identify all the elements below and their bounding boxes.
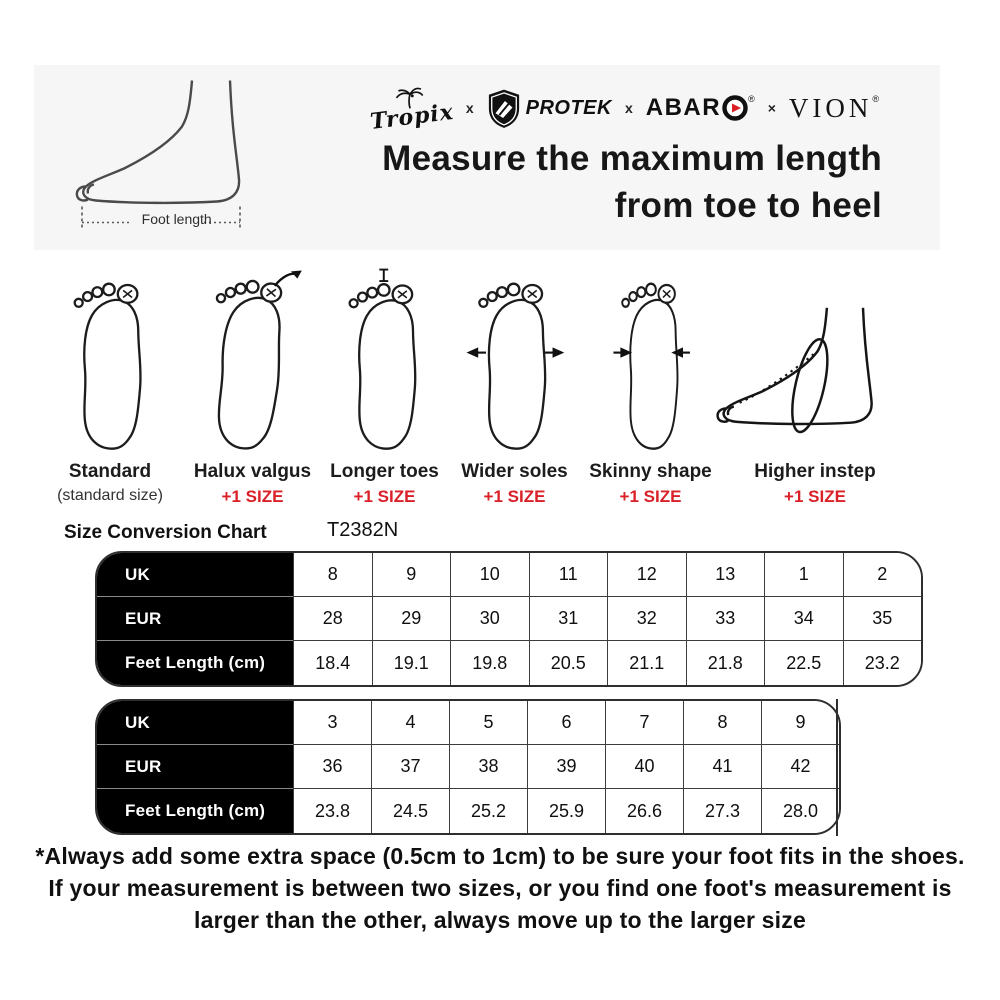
size-cell: 6 [527, 701, 605, 745]
size-cell: 4 [371, 701, 449, 745]
foot-length-label: Foot length [141, 211, 212, 227]
note-line-1: *Always add some extra space (0.5cm to 1cm) to be sure your foot fits in the shoes. [35, 843, 965, 869]
shield-icon [487, 88, 521, 129]
abaro-wordmark: ABAR [645, 94, 722, 121]
foot-type-sublabel: +1 SIZE [619, 487, 682, 506]
size-cell: 10 [450, 553, 529, 597]
size-cell: 19.1 [372, 641, 451, 685]
row-label: EUR [97, 745, 293, 789]
row-label: UK [97, 553, 293, 597]
row-label: Feet Length (cm) [97, 641, 293, 685]
foot-type-label: Longer toes [330, 461, 439, 482]
size-cell: 23.2 [843, 641, 922, 685]
size-cell: 23.8 [293, 789, 371, 833]
size-cell: 25.9 [527, 789, 605, 833]
foot-type-sublabel: (standard size) [57, 487, 163, 504]
table-row-eur [97, 597, 921, 641]
size-cell: 11 [529, 553, 608, 597]
foot-type-label: Skinny shape [589, 461, 712, 482]
vion-logo [789, 93, 879, 124]
row-label: Feet Length (cm) [97, 789, 293, 833]
foot-type-skinny-shape [578, 266, 723, 507]
table-2-right-border-line [836, 699, 838, 836]
size-cell: 21.1 [607, 641, 686, 685]
foot-type-label: Standard [68, 461, 152, 482]
registered-mark: ® [748, 94, 755, 104]
heading-line-2: from toe to heel [614, 186, 882, 225]
size-cell: 3 [293, 701, 371, 745]
sizing-advice-note [0, 840, 1000, 936]
size-cell: 42 [761, 745, 839, 789]
abaro-logo [646, 94, 755, 122]
size-cell: 31 [529, 597, 608, 641]
size-conversion-table-2 [95, 699, 841, 835]
size-cell: 24.5 [371, 789, 449, 833]
size-cell: 30 [450, 597, 529, 641]
size-cell: 2 [843, 553, 922, 597]
foot-type-label: Halux valgus [193, 461, 312, 482]
size-cell: 7 [605, 701, 683, 745]
protek-logo [487, 88, 612, 129]
measure-banner [34, 65, 940, 250]
foot-sole-wider-soles-illustration [454, 266, 575, 454]
foot-sole-skinny-shape-illustration [601, 266, 701, 454]
banner-heading [382, 135, 882, 229]
table-row-feet-length [97, 641, 921, 685]
table-row-uk [97, 701, 839, 745]
foot-type-sublabel: +1 SIZE [784, 487, 846, 506]
note-line-3: larger than the other, always move up to the larger size [194, 907, 806, 933]
play-icon [722, 95, 748, 121]
size-cell: 28.0 [761, 789, 839, 833]
size-cell: 1 [764, 553, 843, 597]
heading-line-1: Measure the maximum length [382, 139, 882, 178]
size-conversion-table-1 [95, 551, 923, 687]
foot-side-higher-instep-illustration [713, 266, 917, 454]
registered-mark: ® [872, 94, 880, 104]
table-row-eur [97, 745, 839, 789]
foot-type-longer-toes [312, 266, 457, 507]
size-cell: 26.6 [605, 789, 683, 833]
size-cell: 36 [293, 745, 371, 789]
size-cell: 8 [293, 553, 372, 597]
size-cell: 40 [605, 745, 683, 789]
size-cell: 18.4 [293, 641, 372, 685]
foot-type-sublabel: +1 SIZE [483, 487, 546, 506]
foot-type-label: Wider soles [461, 461, 568, 482]
size-cell: 34 [764, 597, 843, 641]
row-label: EUR [97, 597, 293, 641]
size-cell: 22.5 [764, 641, 843, 685]
table-row-uk [97, 553, 921, 597]
size-cell: 13 [686, 553, 765, 597]
vion-wordmark: VION [788, 92, 873, 123]
size-cell: 20.5 [529, 641, 608, 685]
foot-type-label: Higher instep [754, 461, 876, 482]
foot-sole-longer-toes-illustration [335, 266, 434, 454]
foot-measure-diagram [72, 75, 287, 243]
size-cell: 35 [843, 597, 922, 641]
row-label: UK [97, 701, 293, 745]
foot-sole-standard-illustration [60, 266, 160, 454]
foot-type-halux-valgus [180, 266, 325, 507]
brand-separator: x [624, 100, 633, 116]
size-cell: 9 [372, 553, 451, 597]
size-cell: 29 [372, 597, 451, 641]
foot-type-standard [40, 266, 180, 505]
foot-sole-halux-valgus-illustration [197, 266, 307, 454]
size-cell: 21.8 [686, 641, 765, 685]
size-cell: 27.3 [683, 789, 761, 833]
tropix-logo [367, 82, 456, 135]
size-cell: 9 [761, 701, 839, 745]
brand-logos-row [329, 77, 919, 139]
model-code: T2382N [327, 519, 399, 541]
size-cell: 39 [527, 745, 605, 789]
size-cell: 32 [607, 597, 686, 641]
size-cell: 37 [371, 745, 449, 789]
size-chart-title: Size Conversion Chart [64, 522, 267, 543]
note-line-2: If your measurement is between two sizes, or you find one foot's measurement is [48, 875, 952, 901]
size-cell: 12 [607, 553, 686, 597]
foot-type-wider-soles [442, 266, 587, 507]
tropix-wordmark: Tropix [368, 98, 456, 135]
size-cell: 41 [683, 745, 761, 789]
protek-wordmark: PROTEK [525, 96, 612, 119]
brand-separator: × [767, 100, 776, 116]
foot-type-sublabel: +1 SIZE [221, 487, 284, 506]
brand-separator: x [465, 100, 474, 116]
size-cell: 28 [293, 597, 372, 641]
size-cell: 5 [449, 701, 527, 745]
table-row-feet-length [97, 789, 839, 833]
size-cell: 19.8 [450, 641, 529, 685]
size-cell: 33 [686, 597, 765, 641]
foot-type-sublabel: +1 SIZE [353, 487, 416, 506]
foot-type-higher-instep [710, 266, 920, 507]
size-cell: 38 [449, 745, 527, 789]
size-cell: 8 [683, 701, 761, 745]
size-cell: 25.2 [449, 789, 527, 833]
